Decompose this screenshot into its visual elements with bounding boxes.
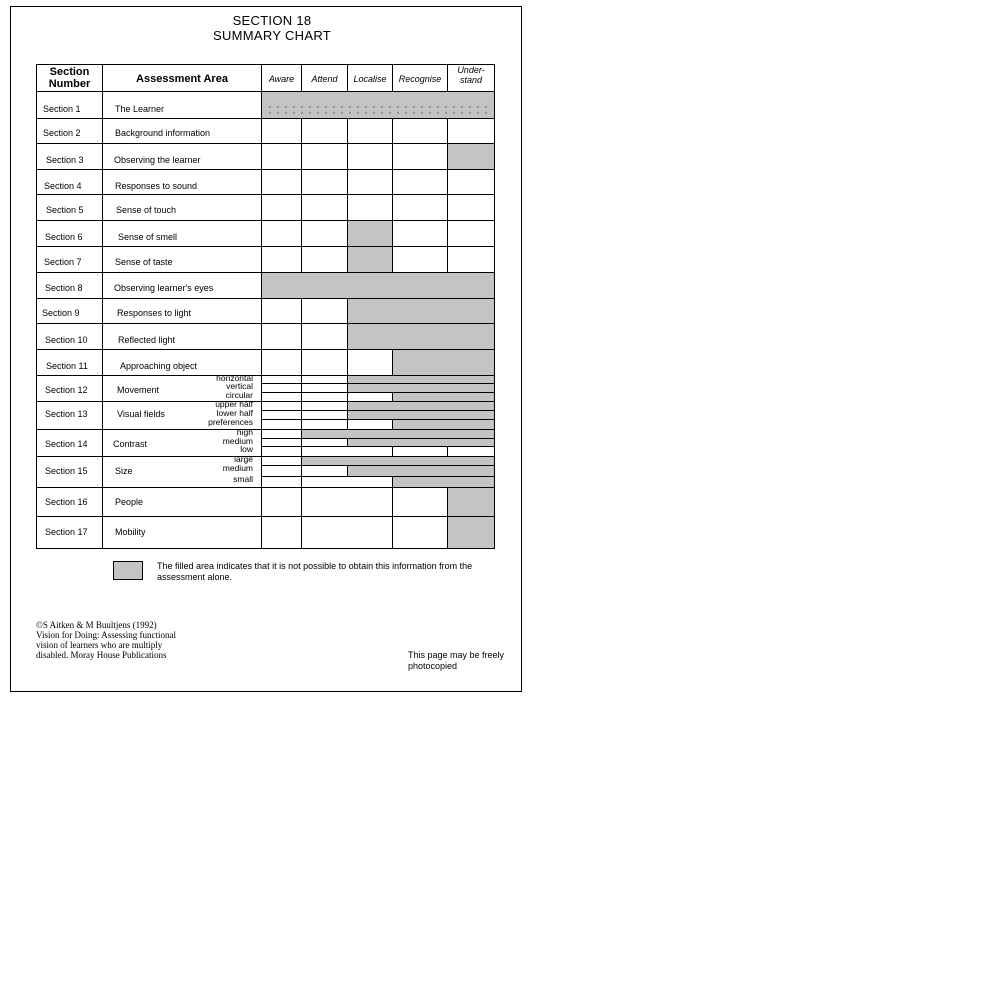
- sub-row-divider: [261, 410, 495, 411]
- row-divider: [36, 143, 495, 144]
- column-divider: [392, 349, 393, 376]
- row-divider: [36, 246, 495, 247]
- row-divider: [36, 169, 495, 170]
- header-section-number: [37, 66, 102, 90]
- header-number-label: Number: [48, 78, 91, 90]
- column-divider: [301, 323, 302, 350]
- row-divider: [36, 349, 495, 350]
- row-divider: [36, 516, 495, 517]
- sub-criterion: low: [240, 444, 253, 454]
- row-divider: [36, 118, 495, 119]
- column-divider: [392, 118, 393, 144]
- column-divider: [261, 91, 262, 119]
- section-number: Section 11: [46, 361, 88, 371]
- column-divider: [347, 438, 348, 447]
- filled-cell: [261, 272, 494, 298]
- sub-row-divider: [261, 383, 495, 384]
- column-divider: [392, 487, 393, 517]
- column-divider: [347, 298, 348, 324]
- filled-cell: [347, 323, 494, 349]
- legend-text: The filled area indicates that it is not possible to obtain this information from the assessment alone.: [157, 561, 473, 582]
- assessment-area: Sense of smell: [118, 232, 178, 242]
- sub-criterion: lower half: [216, 408, 253, 418]
- column-divider: [347, 323, 348, 350]
- column-divider: [347, 246, 348, 273]
- header-section-label: Section: [49, 66, 90, 78]
- row-divider: [36, 220, 495, 221]
- column-divider: [301, 349, 302, 376]
- row-divider: [36, 456, 495, 457]
- assessment-area: Approaching object: [120, 361, 198, 371]
- section-number: Section 6: [45, 232, 83, 242]
- sub-criterion: upper half: [215, 399, 253, 409]
- header-recognise: Recognise: [398, 74, 442, 84]
- column-divider: [261, 323, 262, 350]
- section-number: Section 3: [46, 155, 84, 165]
- column-divider: [392, 246, 393, 273]
- filled-cell: [347, 438, 494, 446]
- legend-swatch: [113, 561, 143, 580]
- column-divider: [392, 446, 393, 457]
- column-divider: [301, 516, 302, 549]
- row-divider: [36, 272, 495, 273]
- column-divider: [347, 169, 348, 195]
- assessment-area: The Learner: [115, 104, 165, 114]
- column-divider: [301, 118, 302, 144]
- column-divider: [347, 118, 348, 144]
- column-divider: [447, 118, 448, 144]
- row-divider: [36, 375, 495, 376]
- filled-cell: [347, 410, 494, 419]
- section-number: Section 16: [45, 497, 88, 507]
- column-divider: [261, 298, 262, 324]
- column-divider: [447, 487, 448, 517]
- filled-cell: [347, 465, 494, 476]
- row-divider: [36, 323, 495, 324]
- assessment-area: Observing the learner: [114, 155, 201, 165]
- column-divider: [447, 194, 448, 221]
- column-divider: [447, 143, 448, 170]
- sub-criterion: vertical: [226, 381, 253, 391]
- assessment-area: People: [115, 497, 144, 507]
- row-divider: [36, 298, 495, 299]
- sub-row-divider: [261, 392, 495, 393]
- column-divider: [347, 349, 348, 376]
- column-divider: [36, 64, 37, 549]
- title-line-2: SUMMARY CHART: [212, 28, 332, 43]
- column-divider: [261, 246, 262, 273]
- sub-criterion: medium: [222, 436, 253, 446]
- column-divider: [447, 446, 448, 457]
- column-divider: [447, 169, 448, 195]
- column-divider: [261, 220, 262, 247]
- assessment-area: Background information: [115, 128, 211, 138]
- header-localise: Localise: [353, 74, 387, 84]
- filled-cell: [347, 383, 494, 392]
- dotted-pattern: [266, 104, 492, 116]
- section-number: Section 9: [42, 308, 80, 318]
- assessment-area: Reflected light: [118, 335, 176, 345]
- photocopy-note: This page may be freely photocopied: [408, 650, 505, 671]
- column-divider: [261, 516, 262, 549]
- column-divider: [347, 194, 348, 221]
- column-divider: [347, 220, 348, 247]
- filled-cell: [301, 429, 494, 438]
- sub-criterion: medium: [222, 463, 253, 473]
- column-divider: [301, 143, 302, 170]
- column-divider: [392, 194, 393, 221]
- filled-cell: [347, 298, 494, 323]
- header-understand-line1: Under-: [457, 65, 485, 75]
- header-understand-line2: stand: [459, 75, 483, 85]
- row-divider: [36, 91, 495, 92]
- section-number: Section 10: [45, 335, 88, 345]
- sub-row-divider: [261, 446, 495, 447]
- assessment-area: Contrast: [113, 439, 148, 449]
- column-divider: [347, 465, 348, 477]
- section-number: Section 7: [44, 257, 82, 267]
- filled-cell: [392, 349, 494, 375]
- column-divider: [261, 118, 262, 144]
- section-number: Section 13: [45, 409, 88, 419]
- column-divider: [447, 246, 448, 273]
- column-divider: [392, 143, 393, 170]
- filled-cell: [447, 516, 494, 548]
- filled-cell: [301, 456, 494, 465]
- sub-row-divider: [261, 419, 495, 420]
- column-divider: [301, 246, 302, 273]
- filled-cell: [447, 487, 494, 516]
- column-divider: [447, 220, 448, 247]
- column-divider: [301, 487, 302, 517]
- filled-cell: [392, 476, 494, 487]
- column-divider: [392, 169, 393, 195]
- row-divider: [36, 429, 495, 430]
- sub-row-divider: [261, 476, 495, 477]
- section-number: Section 12: [45, 385, 88, 395]
- column-divider: [261, 487, 262, 517]
- assessment-area: Sense of taste: [115, 257, 173, 267]
- column-divider: [447, 516, 448, 549]
- column-divider: [347, 143, 348, 170]
- section-number: Section 14: [45, 439, 88, 449]
- copyright-credit: ©S Aitken & M Buultjens (1992) Vision for Doing: Assessing functional vision of learners who are multiply disabled. Moray House Publications: [36, 620, 176, 660]
- column-divider: [392, 392, 393, 402]
- header-assessment-area: Assessment Area: [136, 73, 228, 85]
- column-divider: [261, 143, 262, 170]
- header-aware: Aware: [268, 74, 295, 84]
- column-divider: [392, 220, 393, 247]
- column-divider: [102, 64, 103, 549]
- assessment-area: Responses to light: [117, 308, 192, 318]
- column-divider: [261, 169, 262, 195]
- sub-criterion: circular: [225, 390, 253, 400]
- section-number: Section 2: [43, 128, 81, 138]
- sub-criterion: small: [233, 474, 253, 484]
- title-line-1: SECTION 18: [232, 13, 312, 28]
- sub-criterion: preferences: [208, 417, 253, 427]
- sub-criterion: high: [236, 427, 253, 437]
- filled-cell: [347, 246, 392, 272]
- row-divider: [36, 487, 495, 488]
- section-number: Section 5: [46, 205, 84, 215]
- section-number: Section 8: [45, 283, 83, 293]
- filled-cell: [347, 401, 494, 410]
- row-divider: [36, 401, 495, 402]
- row-divider: [36, 194, 495, 195]
- filled-cell: [392, 419, 494, 429]
- filled-cell: [347, 220, 392, 246]
- filled-cell: [347, 375, 494, 383]
- column-divider: [347, 419, 348, 430]
- column-divider: [301, 169, 302, 195]
- column-divider: [301, 194, 302, 221]
- column-divider: [301, 220, 302, 247]
- section-number: Section 1: [43, 104, 81, 114]
- sub-row-divider: [261, 438, 495, 439]
- assessment-area: Observing learner's eyes: [114, 283, 214, 293]
- column-divider: [261, 194, 262, 221]
- assessment-area: Movement: [117, 385, 160, 395]
- filled-cell: [392, 392, 494, 401]
- row-divider: [36, 548, 495, 549]
- section-number: Section 4: [44, 181, 82, 191]
- column-divider: [261, 272, 262, 299]
- sub-row-divider: [261, 465, 495, 466]
- filled-cell: [447, 143, 494, 169]
- assessment-area: Sense of touch: [116, 205, 177, 215]
- column-divider: [494, 64, 495, 549]
- column-divider: [261, 349, 262, 376]
- column-divider: [392, 516, 393, 549]
- assessment-area: Visual fields: [117, 409, 165, 419]
- assessment-area: Mobility: [115, 527, 146, 537]
- column-divider: [392, 419, 393, 430]
- header-attend: Attend: [311, 74, 338, 84]
- header-understand: [448, 65, 494, 85]
- table-top-border: [36, 64, 495, 65]
- section-number: Section 15: [45, 466, 88, 476]
- section-number: Section 17: [45, 527, 88, 537]
- sub-criterion: horizontal: [216, 373, 253, 383]
- assessment-area: Responses to sound: [115, 181, 198, 191]
- sub-criterion: large: [234, 454, 253, 464]
- column-divider: [301, 298, 302, 324]
- assessment-area: Size: [115, 466, 133, 476]
